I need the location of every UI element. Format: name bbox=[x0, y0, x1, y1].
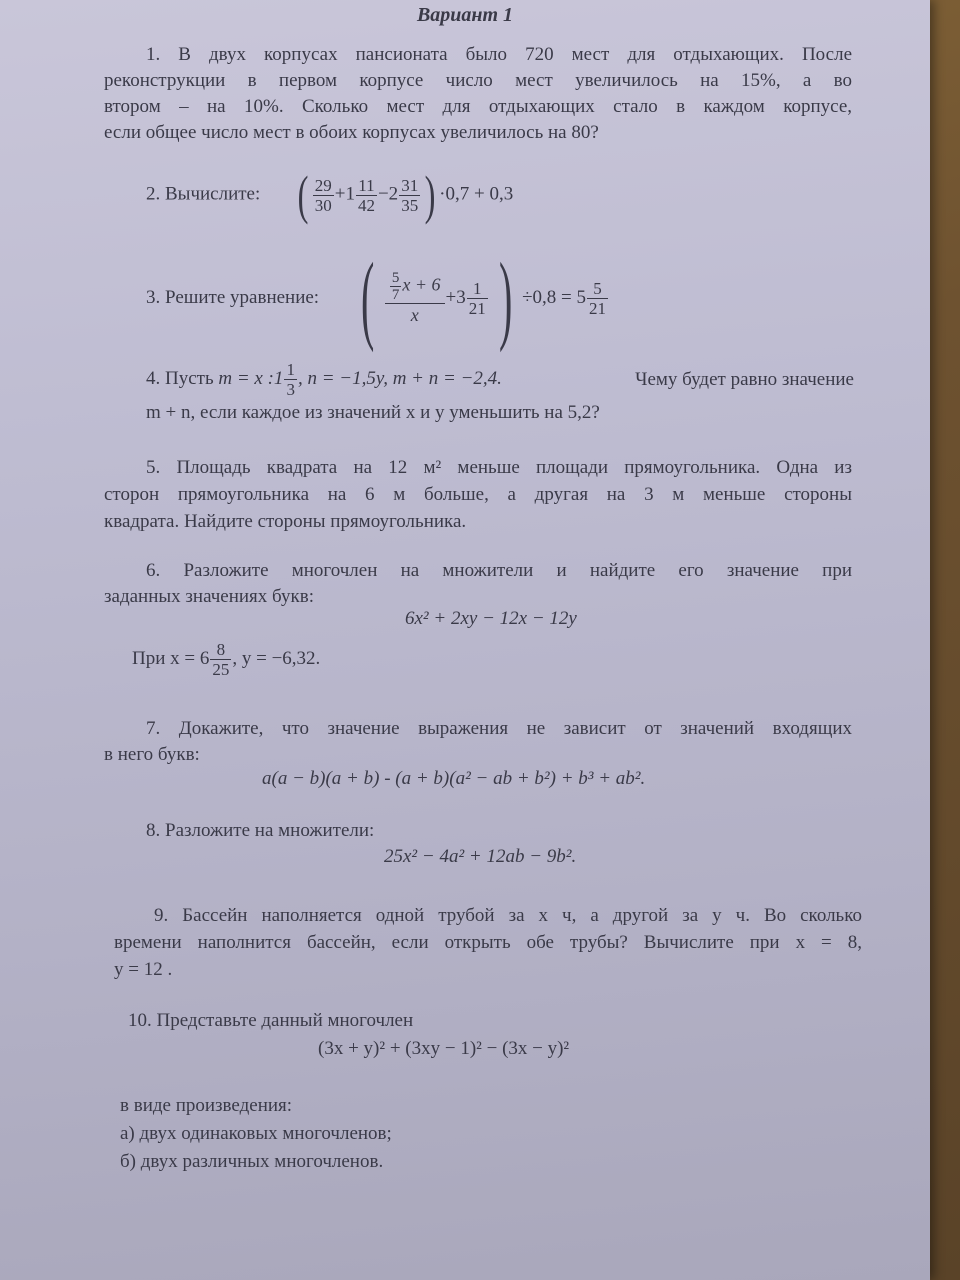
q1-line-2: реконструкции в первом корпусе число мест увеличилось на 15%, а во bbox=[104, 70, 852, 91]
q6-x-den: 25 bbox=[212, 660, 230, 679]
q2-frac1-den: 30 bbox=[314, 195, 332, 215]
q9-line-1: 9. Бассейн наполняется одной трубой за x ч, а другой за y ч. Во сколько bbox=[154, 905, 862, 926]
q6-when-y: , y = −6,32. bbox=[232, 647, 321, 669]
q3-label: 3. Решите уравнение: bbox=[146, 287, 320, 308]
q6-polynomial: 6x² + 2xy − 12x − 12y bbox=[405, 608, 577, 629]
question-5 bbox=[104, 454, 852, 535]
q6-line-1: 6. Разложите многочлен на множители и найдите его значение при bbox=[146, 560, 852, 581]
question-1 bbox=[104, 42, 852, 146]
q2-frac2-den: 42 bbox=[357, 195, 375, 215]
q3-numerator-tail: x + 6 bbox=[402, 274, 441, 295]
q7-expression: a(a − b)(a + b) - (a + b)(a² − ab + b²) + b³ + ab². bbox=[262, 768, 646, 789]
q4-line-2: m + n, если каждое из значений x и y уменьшить на 5,2? bbox=[146, 402, 600, 423]
q2-tail: ·0,7 + 0,3 bbox=[439, 183, 514, 205]
question-3: 3. Решите уравнение: ( $\frac{5}{7}$ x + 6 x +3 $\frac{1}{21}$ ) ÷0,8 = 5 $\frac{5}{21}$ bbox=[146, 242, 606, 353]
q4-start: 4. Пусть bbox=[146, 367, 214, 389]
q10-conditions bbox=[120, 1092, 720, 1176]
q10-line-1: 10. Представьте данный многочлен bbox=[128, 1010, 414, 1031]
q3-frac-num: 1 bbox=[467, 279, 488, 299]
question-9 bbox=[114, 902, 862, 983]
q2-label: 2. Вычислите: bbox=[146, 183, 261, 205]
q8-line-1: 8. Разложите на множители: bbox=[146, 820, 375, 841]
question-6 bbox=[104, 558, 852, 610]
q3-middle: ÷0,8 = 5 bbox=[522, 287, 586, 308]
q5-line-3: квадрата. Найдите стороны прямоугольника. bbox=[104, 511, 467, 532]
question-10 bbox=[128, 1008, 728, 1034]
q3-frac-den: 21 bbox=[468, 298, 486, 318]
q10-option-a: а) двух одинаковых многочленов; bbox=[120, 1123, 392, 1144]
page-title: Вариант 1 bbox=[416, 4, 514, 26]
q9-line-2: времени наполнится бассейн, если открыть обе трубы? Вычислите при x = 8, bbox=[114, 932, 862, 953]
q4-m-num: 1 bbox=[286, 360, 295, 379]
q2-frac1-num: 29 bbox=[314, 175, 332, 195]
q10-expression: (3x + y)² + (3xy − 1)² − (3x − y)² bbox=[318, 1038, 570, 1059]
q10-line-2: в виде произведения: bbox=[120, 1095, 293, 1116]
q8-expression: 25x² − 4a² + 12ab − 9b². bbox=[384, 846, 577, 867]
q3-result-num: 5 bbox=[587, 279, 608, 299]
question-2: 2. Вычислите: ( $\frac{29}{30}$ +1 $\frac{11}{42}$ −2 $\frac{31}{35}$ ) ·0,7 + 0,3 bbox=[146, 165, 514, 225]
q5-line-2: сторон прямоугольника на 6 м больше, а другая на 3 м меньше стороны bbox=[104, 484, 852, 505]
q6-when-x: При x = 6 bbox=[132, 647, 210, 669]
q2-frac3-num: 31 bbox=[401, 175, 419, 195]
q10-option-b: б) двух различных многочленов. bbox=[120, 1151, 384, 1172]
q1-line-4: если общее число мест в обоих корпусах увеличилось на 80? bbox=[104, 122, 599, 143]
q2-frac2-num: 11 bbox=[356, 176, 377, 196]
q7-line-1: 7. Докажите, что значение выражения не зависит от значений входящих bbox=[146, 718, 852, 739]
q7-line-2: в него букв: bbox=[104, 744, 200, 765]
q2-plus: +1 bbox=[334, 183, 355, 205]
q5-line-1: 5. Площадь квадрата на 12 м² меньше площади прямоугольника. Одна из bbox=[146, 457, 852, 478]
q4-conditions: , n = −1,5y, m + n = −2,4. bbox=[297, 367, 502, 389]
q3-result-den: 21 bbox=[588, 298, 606, 318]
q6-line-2: заданных значениях букв: bbox=[104, 586, 314, 607]
question-8 bbox=[146, 818, 746, 844]
q1-line-3: втором – на 10%. Сколько мест для отдыхающих стало в каждом корпусе, bbox=[104, 96, 852, 117]
q2-frac3-den: 35 bbox=[401, 195, 419, 215]
question-4 bbox=[146, 360, 854, 399]
q3-inner-den: 7 bbox=[391, 287, 400, 303]
q6-values bbox=[132, 640, 532, 679]
q9-line-3: y = 12 . bbox=[114, 959, 173, 980]
question-4-line-2 bbox=[146, 400, 854, 426]
question-7 bbox=[104, 716, 852, 768]
q1-line-1: 1. В двух корпусах пансионата было 720 мест для отдыхающих. После bbox=[146, 44, 852, 65]
q4-m-expr: m = x :1 bbox=[218, 367, 284, 389]
q2-minus: −2 bbox=[377, 183, 399, 205]
q6-x-num: 8 bbox=[210, 640, 231, 660]
q3-plus: +3 bbox=[445, 287, 466, 308]
q4-line-1-end: Чему будет равно значение bbox=[635, 368, 854, 390]
q3-inner-num: 5 bbox=[391, 270, 400, 286]
q4-m-den: 3 bbox=[286, 380, 295, 399]
q3-denominator: x bbox=[410, 305, 419, 325]
